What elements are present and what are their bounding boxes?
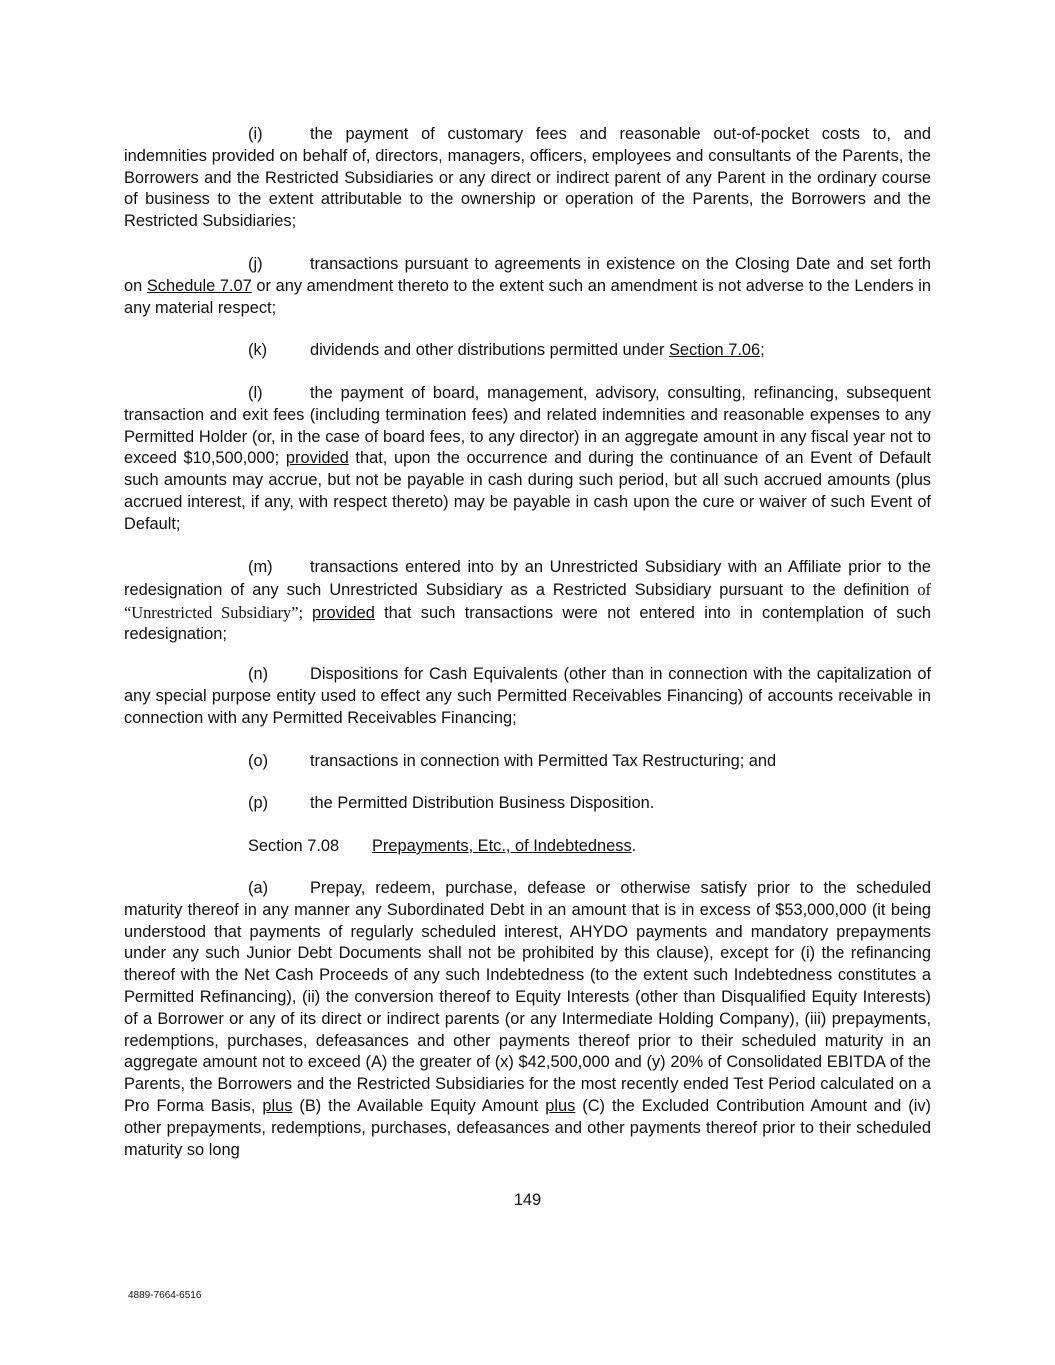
clause-a-text-b: (B) the Available Equity Amount	[292, 1096, 546, 1115]
clause-i-text: the payment of customary fees and reasonable out-of-pocket costs to, and indemnities provided on behalf of, directors, managers, officers, employees and consultants of the Parents, the Borrowers and the Restricted Subsidiaries or any direct or indirect parent of any Parent in the ordinary course of business to the extent attributable to the ownership or operation of the Parents, the Borrowers and the Restricted Subsidiaries;	[124, 125, 931, 231]
clause-j-text-a: transactions pursuant to agreements in existence on the Closing Date and set forth on	[124, 255, 931, 295]
clause-m	[124, 557, 931, 646]
clause-o-text: transactions in connection with Permitted Tax Restructuring; and	[310, 752, 777, 770]
clause-p-label: (p)	[248, 794, 269, 812]
clause-n	[124, 664, 931, 729]
clause-m-serif-text: of “Unrestricted Subsidiary”;	[124, 579, 931, 622]
clause-a-label: (a)	[248, 879, 269, 897]
clause-k-text-a: dividends and other distributions permitted under	[310, 341, 669, 359]
clause-p-text: the Permitted Distribution Business Disposition.	[310, 794, 655, 812]
clause-l-text-a: the payment of board, management, advisory, consulting, refinancing, subsequent transaction and exit fees (including termination fees) and related indemnities and reasonable expenses to any Permitted Holder (or, in the case of board fees, to any director) in an aggregate amount in any fiscal year not to exceed $10,500,000;	[124, 384, 931, 468]
clause-k-label: (k)	[248, 341, 268, 359]
clause-j-text-b: or any amendment thereto to the extent such an amendment is not adverse to the Lenders in any material respect;	[124, 276, 931, 317]
clause-j-label: (j)	[248, 255, 263, 273]
clause-k	[124, 340, 931, 362]
clause-o	[124, 751, 931, 773]
clause-n-label: (n)	[248, 665, 269, 683]
clause-j	[124, 254, 931, 319]
clause-i-label: (i)	[248, 125, 263, 143]
clause-m-label: (m)	[248, 558, 273, 576]
clause-a-text-c: (C) the Excluded Contribution Amount and (iv) other prepayments, redemptions, purchases, defeasances and other payments thereof prior to their scheduled maturity so long	[124, 1096, 931, 1159]
clause-p	[124, 793, 931, 815]
clause-m-text-a: transactions entered into by an Unrestricted Subsidiary with an Affiliate prior to the redesignation of any such Unrestricted Subsidiary as a Restricted Subsidiary pursuant to the definition	[124, 558, 931, 599]
clause-i	[124, 124, 931, 233]
clause-n-text: Dispositions for Cash Equivalents (other than in connection with the capitalization of any special purpose entity used to effect any such Permitted Receivables Financing) of accounts receivable in connection with any Permitted Receivables Financing;	[124, 665, 931, 727]
clause-a-text-a: Prepay, redeem, purchase, defease or otherwise satisfy prior to the scheduled maturity thereof in any manner any Subordinated Debt in an amount that is in excess of $53,000,000 (it being understood that payments of regularly scheduled interest, AHYDO payments and mandatory prepayments under any such Junior Debt Documents shall not be prohibited by this clause), except for (i) the refinancing thereof with the Net Cash Proceeds of any such Indebtedness (to the extent such Indebtedness constitutes a Permitted Refinancing), (ii) the conversion thereof to Equity Interests (other than Disqualified Equity Interests) of a Borrower or any of its direct or indirect parents (or any Intermediate Holding Company), (iii) prepayments, redemptions, purchases, defeasances and other payments thereof prior to their scheduled maturity in an aggregate amount not to exceed (A) the greater of (x) $42,500,000 and (y) 20% of Consolidated EBITDA of the Parents, the Borrowers and the Restricted Subsidiaries for the most recently ended Test Period calculated on a Pro Forma Basis,	[124, 879, 931, 1115]
section-title-period: .	[631, 837, 637, 855]
plus-term: plus	[545, 1096, 576, 1115]
schedule-7-07-link[interactable]: Schedule 7.07	[146, 276, 252, 295]
clause-m-text-b: that such transactions were not entered into in contemplation of such redesignation;	[124, 603, 931, 644]
provided-term: provided	[311, 603, 375, 622]
section-number: Section 7.08	[248, 837, 340, 855]
section-7-08-heading	[124, 836, 931, 858]
section-7-06-link[interactable]: Section 7.06	[669, 341, 761, 359]
clause-l-text-b: that, upon the occurrence and during the continuance of an Event of Default such amounts may accrue, but not be payable in cash during such period, but all such accrued amounts (plus accrued interest, if any, with respect thereto) may be payable in cash upon the cure or waiver of such Event of Default;	[124, 449, 931, 533]
plus-term: plus	[262, 1096, 293, 1115]
document-id: 4889-7664-6516	[128, 1290, 202, 1301]
page-number: 149	[513, 1191, 542, 1209]
clause-l	[124, 383, 931, 536]
provided-term: provided	[285, 449, 349, 468]
clause-k-text-b: ;	[760, 341, 765, 359]
clause-l-label: (l)	[248, 384, 263, 402]
clause-a	[124, 878, 931, 1161]
section-title: Prepayments, Etc., of Indebtedness	[372, 837, 632, 855]
clause-o-label: (o)	[248, 752, 269, 770]
